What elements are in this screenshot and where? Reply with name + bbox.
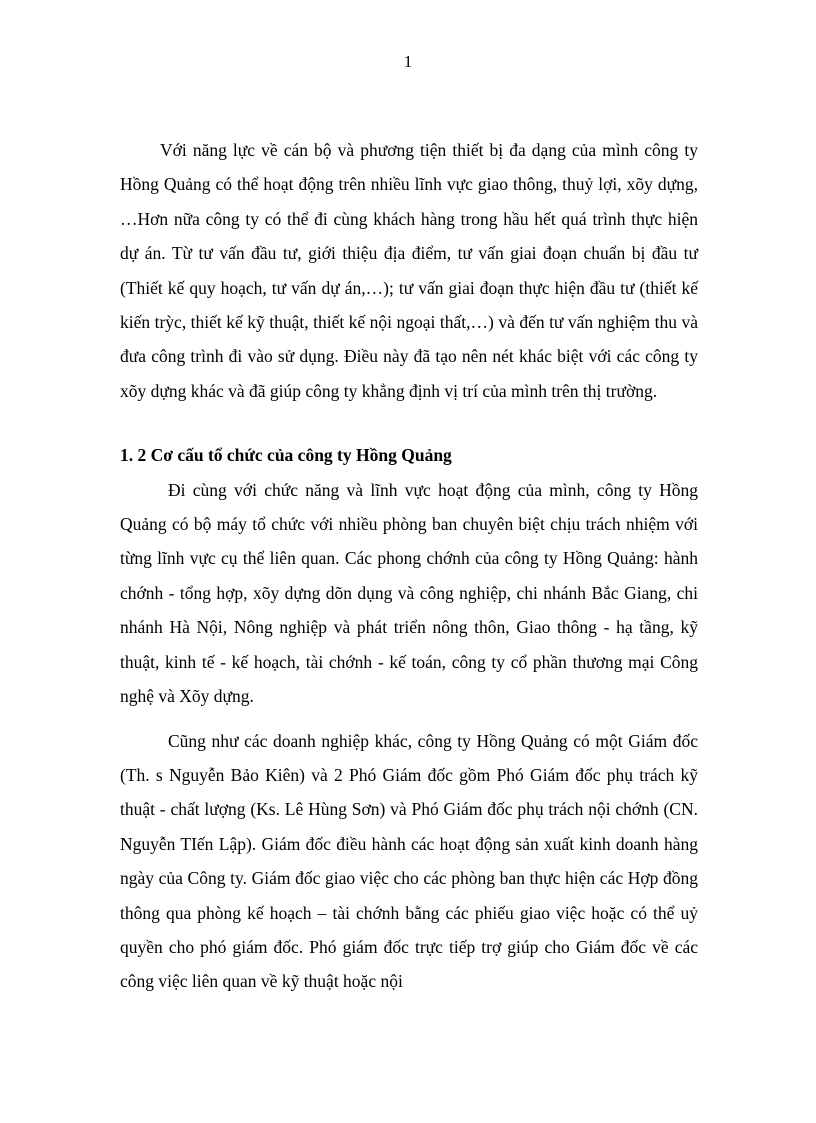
page-number: 1: [403, 52, 413, 71]
org-structure-paragraph: Đi cùng với chức năng và lĩnh vực hoạt động của mình, công ty Hồng Quảng có bộ máy tổ chức với nhiều phòng ban chuyên biệt chịu trách nhiệm với từng lĩnh vực cụ thể liên quan. Các phong chớnh của công ty Hồng Quảng: hành chớnh - tổng hợp, xõy dựng dõn dụng và công nghiệp, chi nhánh Bắc Giang, chi nhánh Hà Nội, Nông nghiệp và phát triển nông thôn, Giao thông - hạ tầng, kỹ thuật, kinh tế - kế hoạch, tài chớnh - kế toán, công ty cổ phần thương mại Công nghệ và Xõy dựng.: [120, 479, 698, 707]
document-body: [120, 133, 698, 999]
management-paragraph: Cũng như các doanh nghiệp khác, công ty Hồng Quảng có một Giám đốc (Th. s Nguyễn Bảo Kiên) và 2 Phó Giám đốc gồm Phó Giám đốc phụ trách kỹ thuật - chất lượng (Ks. Lê Hùng Sơn) và Phó Giám đốc phụ trách nội chớnh (CN. Nguyễn TIến Lập). Giám đốc điều hành các hoạt động sản xuất kinh doanh hàng ngày của Công ty. Giám đốc giao việc cho các phòng ban thực hiện các Hợp đồng thông qua phòng kế hoạch – tài chớnh bằng các phiếu giao việc hoặc có thể uỷ quyền cho phó giám đốc. Phó giám đốc trực tiếp trợ giúp cho Giám đốc về các công việc liên quan về kỹ thuật hoặc nội: [120, 730, 698, 992]
section-heading: 1. 2 Cơ cấu tổ chức của công ty Hồng Quảng: [120, 445, 452, 466]
intro-paragraph: Với năng lực về cán bộ và phương tiện thiết bị đa dạng của mình công ty Hồng Quảng có thể hoạt động trên nhiều lĩnh vực giao thông, thuỷ lợi, xõy dựng, …Hơn nữa công ty có thể đi cùng khách hàng trong hầu hết quá trình thực hiện dự án. Từ tư vấn đầu tư, giới thiệu địa điểm, tư vấn giai đoạn chuẩn bị đầu tư (Thiết kế quy hoạch, tư vấn dự án,…); tư vấn giai đoạn thực hiện đầu tư (thiết kế kiến trỳc, thiết kế kỹ thuật, thiết kế nội ngoại thất,…) và đến tư vấn nghiệm thu và đưa công trình đi vào sử dụng. Điều này đã tạo nên nét khác biệt với các công ty xõy dựng khác và đã giúp công ty khẳng định vị trí của mình trên thị trường.: [120, 140, 698, 401]
